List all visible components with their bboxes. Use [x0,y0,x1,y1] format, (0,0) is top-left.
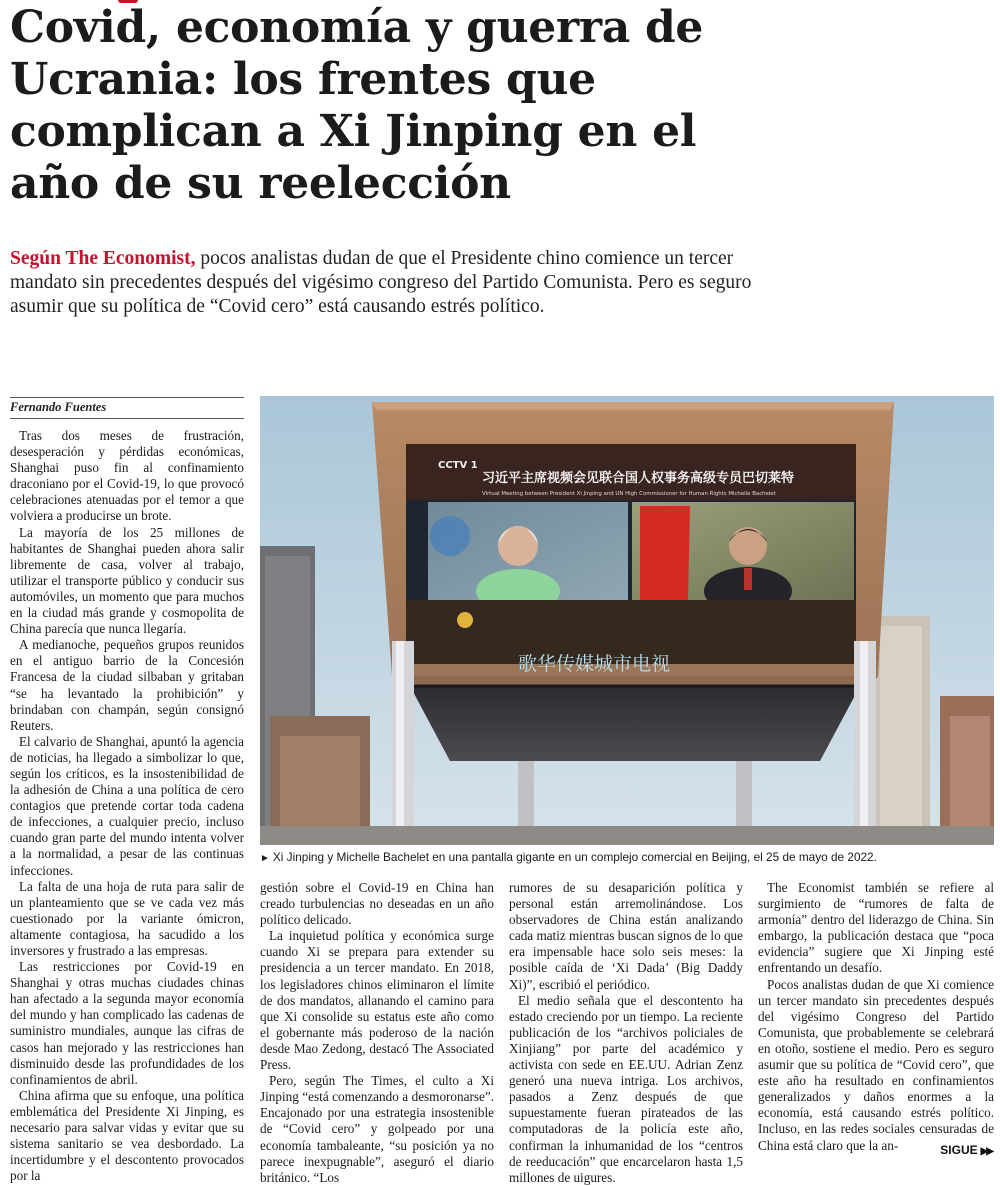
double-arrow-icon: ▶▶ [980,1146,992,1157]
byline: Fernando Fuentes [10,397,244,419]
paragraph: Las restricciones por Covid-19 en Shanghai y otras muchas ciudades chinas han afectado a la segunda mayor economía del mundo y han complicado las cadenas de suministro mundiales, aunque las cifras de casos han mejorado y las restricciones han disminuido desde las profundidades de los confinamientos de abril. [10,959,244,1087]
paragraph: La falta de una hoja de ruta para salir de un planteamiento que se ve cada vez más cuestionado por la variante ómicron, altamente contagiosa, ha sacudido a los inversores y frustrado a las empresas. [10,878,244,958]
paragraph: El calvario de Shanghai, apuntó la agencia de noticias, ha llegado a simbolizar lo que, según los críticos, es la insostenibilidad de la adhesión de China a una política de cero contagios que pretende cortar toda cadena de infecciones, a cualquier precio, incluso cuando gran parte del mundo intenta volver a la normalidad, a pesar de las continuas infecciones. [10,733,244,878]
article-column-2 [260,880,494,1185]
lead-paragraph [10,247,790,319]
article-column-1 [10,428,244,1184]
paragraph: La inquietud política y económica surge cuando Xi se prepara para extender su presidencia a un tercer mandato. En 2018, los legisladores chinos eliminaron el límite de dos mandatos, allanando el camino para que Xi consolide su estatus este año como el gobernante más poderoso de la nación desde Mao Zedong, destacó The Associated Press. [260,928,494,1073]
continue-label [940,1143,992,1157]
billboard-photo [260,396,994,845]
paragraph: rumores de su desaparición política y personal están arremolinándose. Los observadores de China están analizando cada matiz mientras buscan signos de lo que era impensable hace solo seis meses: la posible caída de ‘Xi Dada’ (Big Daddy Xi)”, escribió el periódico. [509,880,744,992]
paragraph: Tras dos meses de frustración, desesperación y pérdidas económicas, Shanghai puso fin al confinamiento draconiano por el Covid-19, lo que provocó celebraciones atenuadas por el temor a que volviera a producirse un brote. [10,428,244,524]
caption-arrow-icon: ► [260,853,270,864]
headline: Covid, economía y guerra de Ucrania: los frentes que complican a Xi Jinping en el año de su reelección [10,2,704,209]
screen-subtitle: Virtual Meeting between President Xi Jinping and UN High Commissioner for Human Rights Michelle Bachelet [482,491,776,497]
paragraph: Pocos analistas dudan de que Xi comience un tercer mandato sin precedentes después del vigésimo Congreso del Partido Comunista, que probablemente se celebrará en otoño, sostiene el medio. Pero es seguro asumir que su política de “Covid cero”, que este año ha resultado en confinamientos generalizados y daños enormes a la economía, está causando estrés político. Incluso, en las redes sociales censuradas de China está claro que la an- [758,976,994,1153]
paragraph: China afirma que su enfoque, una política emblemática del Presidente Xi Jinping, es necesario para salvar vidas y evitar que su sistema sanitario se vea desbordado. La incertidumbre y el descontento provocados por la [10,1087,244,1184]
article-column-4 [758,880,994,1163]
billboard-text: 歌华传媒城市电视 [518,653,671,675]
screen-title: 习近平主席视频会见联合国人权事务高级专员巴切莱特 [482,471,795,486]
paragraph: Pero, según The Times, el culto a Xi Jinping “está comenzando a desmoronarse”. Encajonado por una estrategia insostenible de “Covid cero” y golpeado por una economía tambaleante, “su posición ya no parece inexpugnable”, aseguró el diario británico. “Los [260,1073,494,1185]
photo-caption [260,850,1000,864]
lead-source: Según The Economist, [10,248,196,269]
caption-text: Xi Jinping y Michelle Bachelet en una pantalla gigante en un complejo comercial en Beijing, el 25 de mayo de 2022. [272,850,877,864]
paragraph: The Economist también se refiere al surgimiento de “rumores de falta de armonía” dentro del liderazgo de China. Sin embargo, la publicación destaca que “poca evidencia” sugiere que Xi Jinping esté enfrentando un desafío. [758,880,994,976]
article-column-3 [509,880,744,1185]
paragraph: El medio señala que el descontento ha estado creciendo por un tiempo. La reciente publicación de los “archivos policiales de Xinjiang” por parte del académico y activista con sede en EE.UU. Adrian Zenz generó una nueva intriga. Los archivos, pasados a Zenz después de que supuestamente fueran pirateados de las computadoras de la policía este año, confirman la inhumanidad de los “centros de reeducación” que encarcelaron hasta 1,5 millones de uigures. [509,992,743,1185]
continue-text: SIGUE [940,1143,978,1157]
channel-logo: CCTV 1 [438,460,478,471]
lead-text: pocos analistas dudan de que el Presidente chino comience un tercer mandato sin precedentes después del vigésimo congreso del Partido Comunista. Pero es seguro asumir que su política de “Covid cero” está causando estrés político. [10,248,752,317]
paragraph: La mayoría de los 25 millones de habitantes de Shanghai pueden ahora salir libremente de casa, volver al trabajo, utilizar el transporte público y conducir sus automóviles, un momento que para muchos en la ciudad más grande y cosmopolita de China parecía que nunca llegaría. [10,524,244,637]
paragraph: A medianoche, pequeños grupos reunidos en el antiguo barrio de la Concesión Francesa de la ciudad silbaban y gritaban “se ha levantado la prohibición” y brindaban con champán, según consignó Reuters. [10,637,244,733]
paragraph: gestión sobre el Covid-19 en China han creado turbulencias no deseadas en un año político delicado. [260,880,494,928]
article-photo [260,396,994,845]
